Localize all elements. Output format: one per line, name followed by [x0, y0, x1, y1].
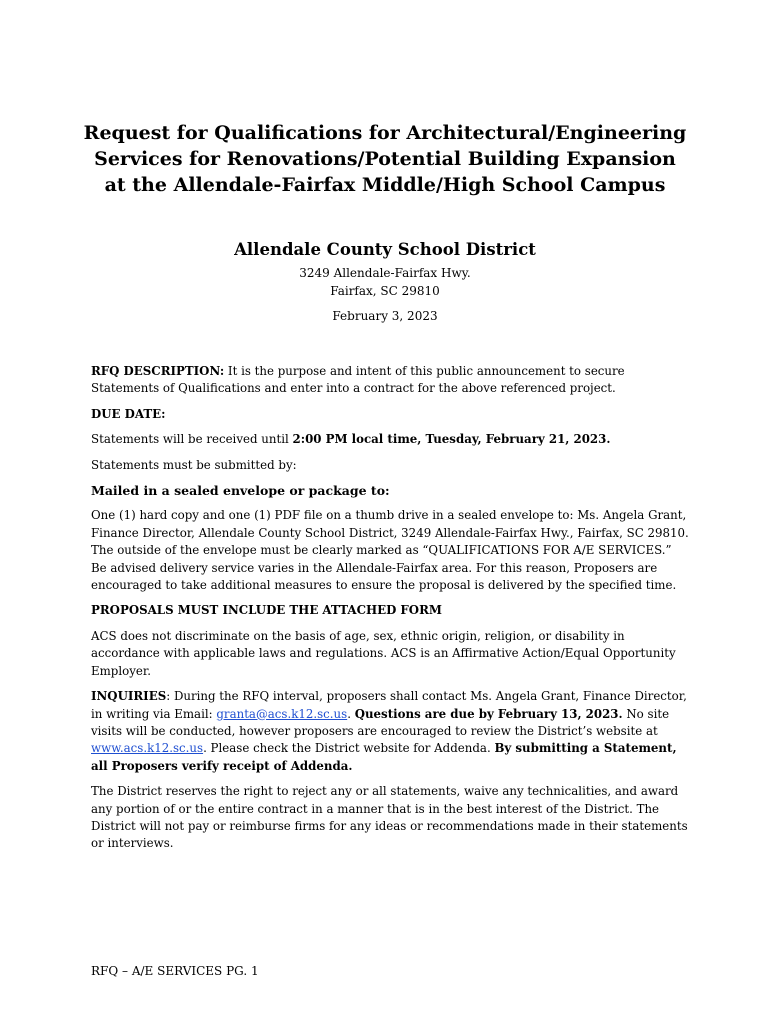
due-date-prefix: Statements will be received until	[91, 432, 293, 447]
inquiries-paragraph	[91, 688, 689, 775]
submitted-by-text: Statements must be submitted by:	[91, 457, 297, 472]
document-date: February 3, 2023	[332, 309, 438, 323]
proposals-heading: PROPOSALS MUST INCLUDE THE ATTACHED FORM	[91, 603, 442, 618]
title-line-3: at the Allendale-Fairfax Middle/High School Campus	[104, 174, 666, 196]
inquiries-text-2: .	[347, 706, 355, 721]
questions-due-text: Questions are due by February 13, 2023.	[354, 706, 623, 721]
document-title	[60, 120, 710, 198]
mailing-paragraph: One (1) hard copy and one (1) PDF file on a thumb drive in a sealed envelope to: Ms. Angela Grant, Finance Director, Allendale County School District, 3249 Allendale-Fairfax Hwy., Fairfax, SC 29810. The outside of the envelope must be clearly marked as “QUALIFICATIONS FOR A/E SERVICES.” Be advised delivery service varies in the Allendale-Fairfax area. For this reason, Proposers are encouraged to take additional measures to ensure the proposal is delivered by the specified time.	[91, 508, 689, 593]
inquiries-label: INQUIRIES	[91, 689, 167, 704]
title-line-2: Services for Renovations/Potential Building Expansion	[94, 148, 676, 170]
rfq-description-text: It is the purpose and intent of this public announcement to secure Statements of Qualifications and enter into a contract for the above referenced project.	[91, 364, 625, 396]
rfq-description-label: RFQ DESCRIPTION:	[91, 364, 225, 378]
organization-address	[60, 264, 710, 300]
address-line-2: Fairfax, SC 29810	[330, 284, 440, 298]
document-body	[91, 363, 689, 861]
reservation-paragraph: The District reserves the right to reject any or all statements, waive any technicalities, and award any portion of or the entire contract in a manner that is in the best interest of the District. The District will not pay or reimburse firms for any ideas or recommendations made in their statements or interviews.	[91, 784, 688, 851]
due-date-heading: DUE DATE:	[91, 406, 166, 421]
inquiries-text-1: : During the RFQ interval, proposers shall contact Ms. Angela Grant, Finance Director, in writing via Email:	[91, 689, 687, 721]
page-footer: RFQ – A/E SERVICES PG. 1	[91, 964, 259, 978]
address-line-1: 3249 Allendale-Fairfax Hwy.	[299, 266, 471, 280]
due-date-paragraph	[91, 431, 689, 448]
title-line-1: Request for Qualifications for Architectural/Engineering	[83, 122, 687, 144]
email-link[interactable]: granta@acs.k12.sc.us	[216, 706, 348, 721]
organization-name: Allendale County School District	[234, 240, 536, 259]
inquiries-text-4: . Please check the District website for Addenda.	[203, 741, 495, 756]
nondiscrimination-paragraph: ACS does not discriminate on the basis of age, sex, ethnic origin, religion, or disability in accordance with applicable laws and regulations. ACS is an Affirmative Action/Equal Opportunity Employer.	[91, 628, 676, 678]
due-date-time: 2:00 PM local time, Tuesday, February 21, 2023.	[292, 432, 611, 447]
website-link[interactable]: www.acs.k12.sc.us	[91, 741, 204, 756]
rfq-description-paragraph	[91, 363, 689, 398]
addenda-text: By submitting a Statement, all Proposers verify receipt of Addenda.	[91, 741, 677, 773]
mailing-heading: Mailed in a sealed envelope or package to:	[91, 483, 390, 499]
inquiries-text-3: No site visits will be conducted, however proposers are encouraged to review the District’s website at	[91, 706, 670, 738]
